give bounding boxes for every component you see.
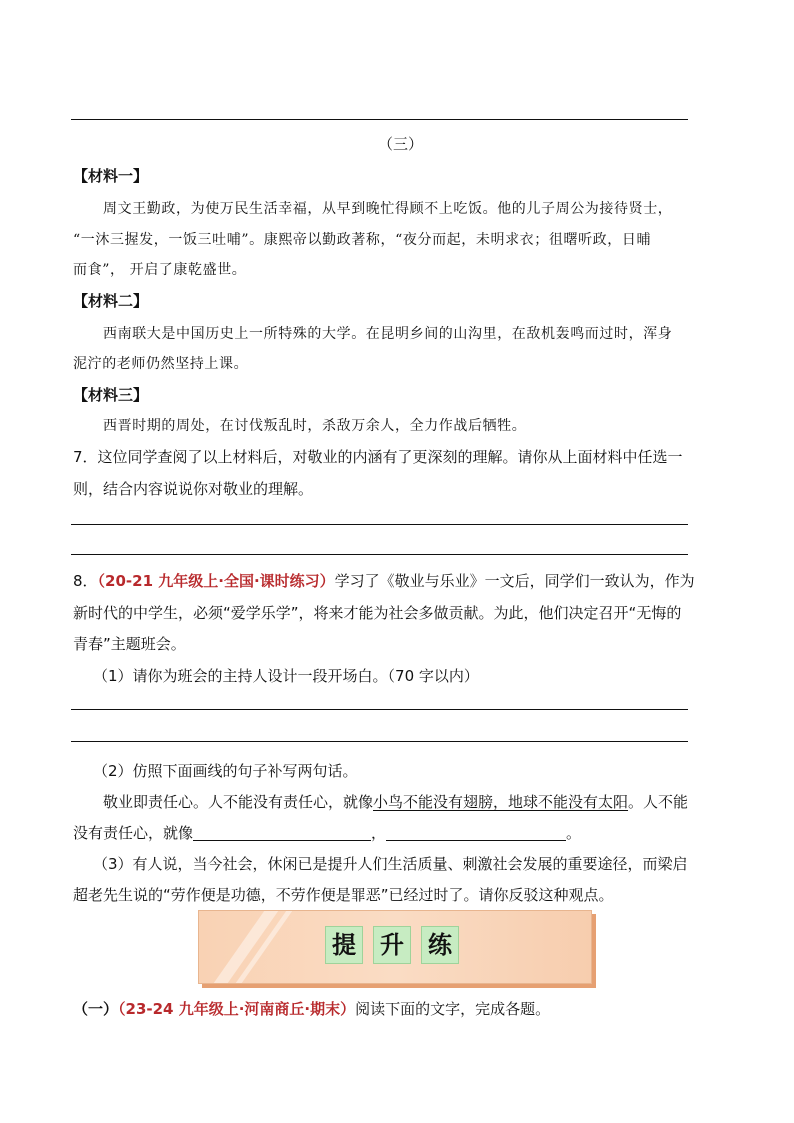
question-7-line: 7．这位同学查阅了以上材料后，对敬业的内涵有了更深刻的理解。请你从上面材料中任选一 — [73, 448, 683, 466]
question-8-line: 青春”主题班会。 — [73, 635, 186, 653]
material-2-label: 【材料二】 — [73, 292, 149, 310]
source-tag: （20-21 九年级上·全国·课时练习） — [97, 572, 335, 590]
answer-line — [71, 119, 688, 120]
fill-in-line — [73, 822, 581, 843]
answer-line[interactable] — [71, 709, 688, 710]
banner-char: 升 — [373, 926, 411, 964]
material-3-line: 西晋时期的周处，在讨伐叛乱时，杀敌万余人，全力作战后牺牲。 — [103, 418, 527, 434]
fill-prefix: 没有责任心，就像 — [73, 824, 194, 842]
section-heading: （三） — [378, 135, 424, 153]
example-suffix: 。人不能 — [628, 793, 689, 811]
source-tag: （23-24 九年级上·河南商丘·期末） — [118, 1000, 356, 1018]
period: 。 — [566, 824, 582, 842]
answer-line[interactable] — [71, 741, 688, 742]
practice-banner — [198, 910, 592, 984]
underlined-example: 小鸟不能没有翅膀，地球不能没有太阳 — [373, 793, 629, 811]
question-text: 学习了《敬业与乐业》一文后，同学们一致认为，作为 — [334, 572, 695, 590]
material-1-line: “一沐三握发，一饭三吐哺”。康熙帝以勤政著称，“夜分而起，未明求衣；徂曙听政，日晡 — [73, 232, 652, 248]
sub-question-1: （1）请你为班会的主持人设计一段开场白。（70 字以内） — [93, 667, 479, 685]
comma: ， — [371, 824, 387, 842]
question-7-line: 则，结合内容说说你对敬业的理解。 — [73, 480, 314, 498]
material-1-line: 而食”， 开启了康乾盛世。 — [73, 262, 247, 278]
part-instruction: 阅读下面的文字，完成各题。 — [355, 1000, 551, 1018]
question-number: 8． — [73, 572, 98, 590]
part-one-heading — [73, 998, 550, 1019]
answer-line[interactable] — [71, 524, 688, 525]
sub-question-3: （3）有人说，当今社会，休闲已是提升人们生活质量、刺激社会发展的重要途径，而梁启 — [93, 855, 688, 873]
material-1-label: 【材料一】 — [73, 167, 149, 185]
part-label: （一） — [73, 1000, 119, 1018]
material-2-line: 泥泞的老师仍然坚持上课。 — [73, 356, 249, 372]
banner-char: 练 — [421, 926, 459, 964]
answer-line[interactable] — [71, 554, 688, 555]
banner-char: 提 — [325, 926, 363, 964]
question-8-line: 新时代的中学生，必须“爱学乐学”，将来才能为社会多做贡献。为此，他们决定召开“无悔的 — [73, 604, 682, 622]
fill-blank-2[interactable] — [386, 824, 566, 841]
material-1-line: 周文王勤政，为使万民生活幸福，从早到晚忙得顾不上吃饭。他的儿子周公为接待贤士， — [103, 201, 673, 217]
sub-question-3: 超老先生说的“劳作便是功德，不劳作便是罪恶”已经过时了。请你反驳这种观点。 — [73, 886, 614, 904]
question-8-line1 — [73, 570, 695, 591]
material-3-label: 【材料三】 — [73, 386, 149, 404]
example-prefix: 敬业即责任心。人不能没有责任心，就像 — [103, 793, 374, 811]
sub-question-2: （2）仿照下面画线的句子补写两句话。 — [93, 762, 358, 780]
material-2-line: 西南联大是中国历史上一所特殊的大学。在昆明乡间的山沟里，在敌机轰鸣而过时，浑身 — [103, 326, 673, 342]
fill-blank-1[interactable] — [193, 824, 371, 841]
example-sentence — [103, 791, 688, 812]
